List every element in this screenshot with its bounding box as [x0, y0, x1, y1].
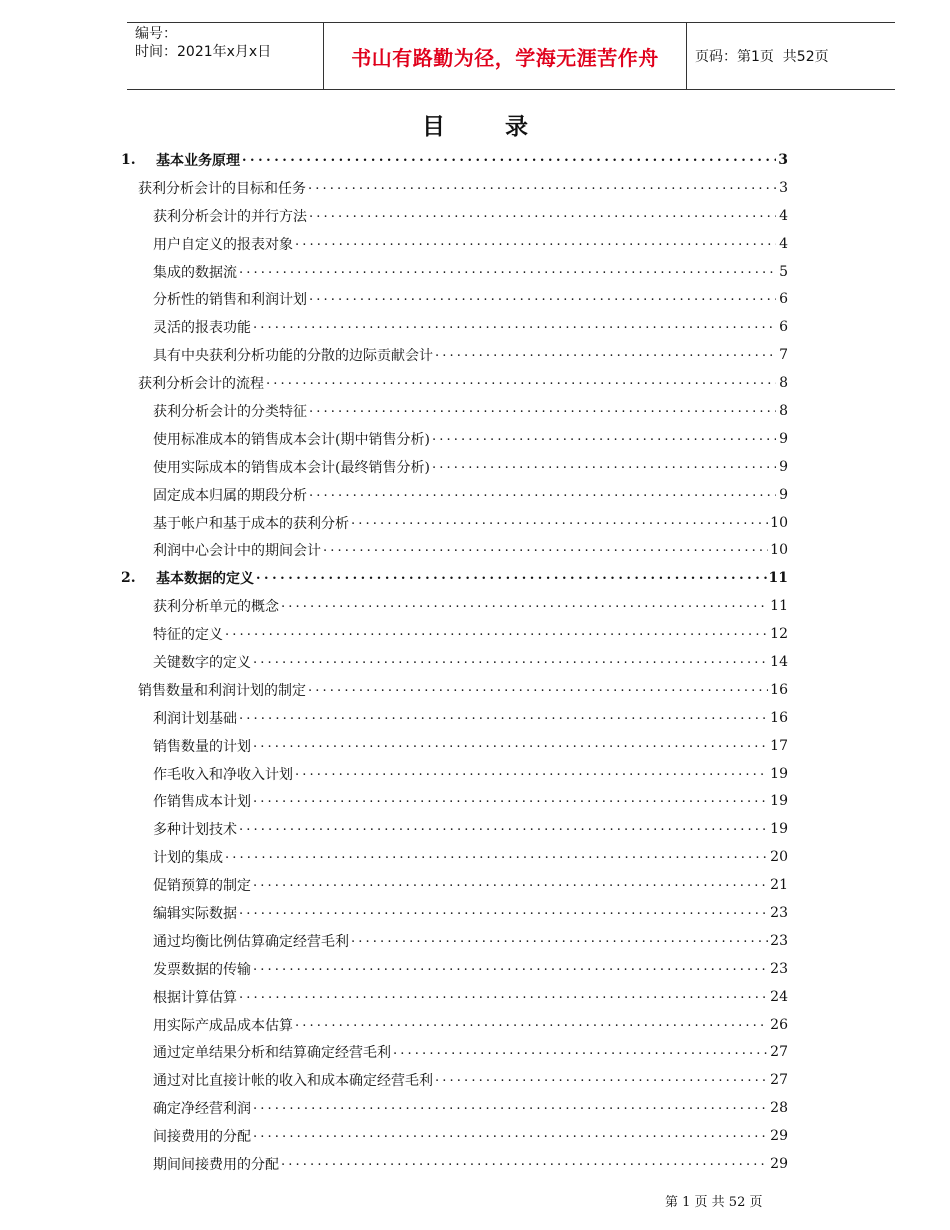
- toc-entry-title: 获利分析单元的概念: [153, 599, 279, 616]
- toc-entry[interactable]: [118, 202, 788, 230]
- toc-title-char: 目: [422, 113, 445, 140]
- toc-leader-dots: [309, 397, 776, 425]
- toc-leader-dots: [309, 202, 776, 230]
- toc-entry[interactable]: [118, 927, 788, 955]
- toc-entry-title: 基于帐户和基于成本的获利分析: [153, 515, 349, 532]
- toc-entry-title: 多种计划技术: [153, 822, 237, 839]
- toc-entry-title: 固定成本归属的期段分析: [153, 487, 307, 504]
- header-motto: 书山有路勤为径，学海无涯苦作舟: [351, 45, 659, 70]
- toc-leader-dots: [239, 983, 768, 1011]
- toc-leader-dots: [239, 704, 768, 732]
- toc-entry[interactable]: [118, 1066, 788, 1094]
- toc-entry-page: 21: [770, 877, 788, 894]
- toc-entry-title: 基本数据的定义: [156, 571, 254, 588]
- toc-leader-dots: [351, 509, 768, 537]
- header-page-label: 页码：第1页 共52页: [695, 49, 829, 65]
- toc-entry[interactable]: [118, 1122, 788, 1150]
- toc-entry-title: 编辑实际数据: [153, 905, 237, 922]
- toc-leader-dots: [253, 313, 776, 341]
- toc-entry-title: 利润计划基础: [153, 710, 237, 727]
- toc-entry[interactable]: [118, 481, 788, 509]
- toc-entry[interactable]: [118, 592, 788, 620]
- toc-entry-page: 17: [770, 737, 788, 754]
- toc-entry-title: 具有中央获利分析功能的分散的边际贡献会计: [153, 348, 433, 365]
- toc-entry[interactable]: [118, 760, 788, 788]
- toc-entry-page: 16: [770, 681, 788, 698]
- toc-entry-title: 发票数据的传输: [153, 961, 251, 978]
- page-footer: 第 1 页 共 52 页: [665, 1195, 763, 1210]
- toc-leader-dots: [309, 285, 776, 313]
- toc-leader-dots: [225, 843, 768, 871]
- toc-entry-title: 期间间接费用的分配: [153, 1157, 279, 1173]
- toc-entry-title: 销售数量和利润计划的制定: [138, 682, 306, 699]
- header-divider: [686, 23, 687, 89]
- toc-leader-dots: [256, 564, 767, 592]
- toc-entry-page: 3: [779, 179, 788, 196]
- toc-leader-dots: [239, 815, 768, 843]
- toc-entry-page: 14: [770, 653, 788, 670]
- toc-leader-dots: [253, 955, 768, 983]
- toc-entry[interactable]: [118, 899, 788, 927]
- toc-entry[interactable]: [118, 1094, 788, 1122]
- toc-entry-page: 23: [770, 960, 788, 977]
- table-of-contents: [118, 146, 788, 1178]
- toc-entry[interactable]: [118, 230, 788, 258]
- toc-entry[interactable]: [118, 313, 788, 341]
- toc-entry[interactable]: [118, 787, 788, 815]
- toc-leader-dots: [253, 1122, 768, 1150]
- toc-entry-page: 4: [779, 207, 788, 224]
- toc-leader-dots: [242, 146, 776, 174]
- toc-entry-page: 10: [770, 514, 788, 531]
- toc-entry-title: 销售数量的计划: [153, 738, 251, 755]
- toc-entry-page: 29: [770, 1128, 788, 1145]
- header-meta: [135, 25, 321, 61]
- toc-entry-page: 27: [770, 1044, 788, 1061]
- toc-leader-dots: [432, 453, 776, 481]
- toc-entry-page: 19: [770, 793, 788, 810]
- toc-entry-page: 23: [770, 932, 788, 949]
- toc-entry-page: 19: [770, 765, 788, 782]
- toc-leader-dots: [295, 1011, 768, 1039]
- toc-entry-title: 获利分析会计的目标和任务: [138, 180, 306, 197]
- toc-leader-dots: [308, 676, 768, 704]
- toc-entry[interactable]: [118, 341, 788, 369]
- toc-entry-page: 10: [770, 542, 788, 559]
- toc-entry[interactable]: [118, 425, 788, 453]
- toc-entry-title: 获利分析会计的流程: [138, 376, 264, 393]
- toc-entry-title: 利润中心会计中的期间会计: [153, 543, 321, 560]
- toc-entry-title: 基本业务原理: [156, 152, 240, 169]
- toc-entry-title: 获利分析会计的并行方法: [153, 208, 307, 225]
- toc-entry-title: 灵活的报表功能: [153, 320, 251, 337]
- toc-entry[interactable]: [118, 146, 788, 174]
- toc-entry-title: 用户自定义的报表对象: [153, 236, 293, 253]
- toc-leader-dots: [309, 481, 776, 509]
- toc-entry[interactable]: [118, 453, 788, 481]
- toc-entry-title: 作销售成本计划: [153, 794, 251, 811]
- toc-entry-page: 24: [770, 988, 788, 1005]
- toc-title: [0, 108, 950, 141]
- toc-entry[interactable]: [118, 536, 788, 564]
- toc-entry[interactable]: [118, 983, 788, 1011]
- toc-leader-dots: [253, 648, 768, 676]
- toc-entry-page: 19: [770, 821, 788, 838]
- toc-entry-title: 促销预算的制定: [153, 878, 251, 895]
- toc-entry[interactable]: [118, 620, 788, 648]
- toc-entry-title: 用实际产成品成本估算: [153, 1017, 293, 1034]
- toc-entry[interactable]: [118, 174, 788, 202]
- toc-entry-title: 特征的定义: [153, 627, 223, 644]
- toc-entry[interactable]: [118, 369, 788, 397]
- toc-leader-dots: [281, 592, 768, 620]
- toc-leader-dots: [393, 1039, 768, 1067]
- toc-leader-dots: [253, 732, 768, 760]
- toc-leader-dots: [225, 620, 768, 648]
- toc-entry-title: 通过对比直接计帐的收入和成本确定经营毛利: [153, 1073, 433, 1090]
- toc-entry-page: 29: [770, 1156, 788, 1172]
- toc-entry[interactable]: [118, 955, 788, 983]
- toc-entry-title: 作毛收入和净收入计划: [153, 766, 293, 783]
- toc-leader-dots: [266, 369, 776, 397]
- toc-leader-dots: [308, 174, 776, 202]
- toc-entry-page: 7: [779, 347, 788, 364]
- toc-entry[interactable]: [118, 732, 788, 760]
- toc-entry[interactable]: [118, 648, 788, 676]
- toc-entry-page: 4: [779, 235, 788, 252]
- toc-entry-page: 3: [778, 151, 788, 168]
- toc-entry-title: 集成的数据流: [153, 264, 237, 281]
- toc-entry[interactable]: [118, 258, 788, 286]
- toc-leader-dots: [435, 1066, 768, 1094]
- toc-leader-dots: [253, 1094, 768, 1122]
- toc-leader-dots: [239, 258, 776, 286]
- toc-entry-number: 2.: [121, 570, 136, 587]
- toc-entry[interactable]: [118, 676, 788, 704]
- toc-entry-title: 获利分析会计的分类特征: [153, 403, 307, 420]
- toc-leader-dots: [295, 760, 768, 788]
- toc-entry-title: 通过均衡比例估算确定经营毛利: [153, 933, 349, 950]
- toc-entry-page: 16: [770, 709, 788, 726]
- toc-entry[interactable]: [118, 843, 788, 871]
- toc-entry[interactable]: [118, 704, 788, 732]
- page-header: [127, 22, 895, 90]
- toc-entry[interactable]: [118, 871, 788, 899]
- toc-entry-page: 28: [770, 1100, 788, 1117]
- toc-entry-title: 根据计算估算: [153, 989, 237, 1006]
- toc-entry-number: 1.: [121, 151, 136, 168]
- toc-entry-title: 使用标准成本的销售成本会计(期中销售分析): [153, 431, 430, 448]
- toc-entry[interactable]: [118, 815, 788, 843]
- toc-leader-dots: [323, 536, 768, 564]
- toc-entry-title: 间接费用的分配: [153, 1129, 251, 1146]
- toc-leader-dots: [253, 787, 768, 815]
- toc-leader-dots: [253, 871, 768, 899]
- toc-leader-dots: [295, 230, 776, 258]
- toc-entry-title: 计划的集成: [153, 850, 223, 867]
- toc-entry-page: 26: [770, 1016, 788, 1033]
- document-time-label: 时间：2021年x月x日: [135, 44, 272, 60]
- toc-entry-page: 8: [779, 402, 788, 419]
- toc-entry-title: 关键数字的定义: [153, 654, 251, 671]
- document-number-label: 编号：: [135, 26, 177, 42]
- toc-entry[interactable]: [118, 1039, 788, 1067]
- toc-entry-page: 23: [770, 904, 788, 921]
- toc-leader-dots: [351, 927, 768, 955]
- toc-entry-title: 通过定单结果分析和结算确定经营毛利: [153, 1045, 391, 1062]
- toc-entry[interactable]: [118, 397, 788, 425]
- header-page-info: [695, 23, 829, 89]
- toc-leader-dots: [239, 899, 768, 927]
- toc-entry-page: 8: [779, 375, 788, 392]
- toc-entry[interactable]: [118, 285, 788, 313]
- toc-entry-page: 6: [779, 291, 788, 308]
- toc-entry-title: 使用实际成本的销售成本会计(最终销售分析): [153, 459, 430, 476]
- toc-entry-page: 9: [779, 458, 788, 475]
- toc-entry[interactable]: [118, 564, 788, 592]
- toc-leader-dots: [435, 341, 776, 369]
- toc-entry-page: 6: [779, 319, 788, 336]
- toc-entry[interactable]: [118, 509, 788, 537]
- toc-entry-page: 11: [768, 570, 788, 587]
- toc-entry-page: 9: [779, 486, 788, 503]
- toc-entry-page: 5: [779, 263, 788, 280]
- toc-entry-page: 9: [779, 430, 788, 447]
- toc-leader-dots: [432, 425, 776, 453]
- toc-entry-page: 11: [770, 598, 788, 615]
- toc-entry-page: 27: [770, 1072, 788, 1089]
- toc-entry-page: 20: [770, 849, 788, 866]
- toc-entry-title: 分析性的销售和利润计划: [153, 292, 307, 309]
- toc-entry[interactable]: [118, 1150, 788, 1178]
- toc-entry-title: 确定净经营利润: [153, 1101, 251, 1118]
- toc-title-char: 录: [505, 113, 528, 140]
- toc-leader-dots: [281, 1150, 768, 1178]
- toc-entry[interactable]: [118, 1011, 788, 1039]
- toc-entry-page: 12: [770, 626, 788, 643]
